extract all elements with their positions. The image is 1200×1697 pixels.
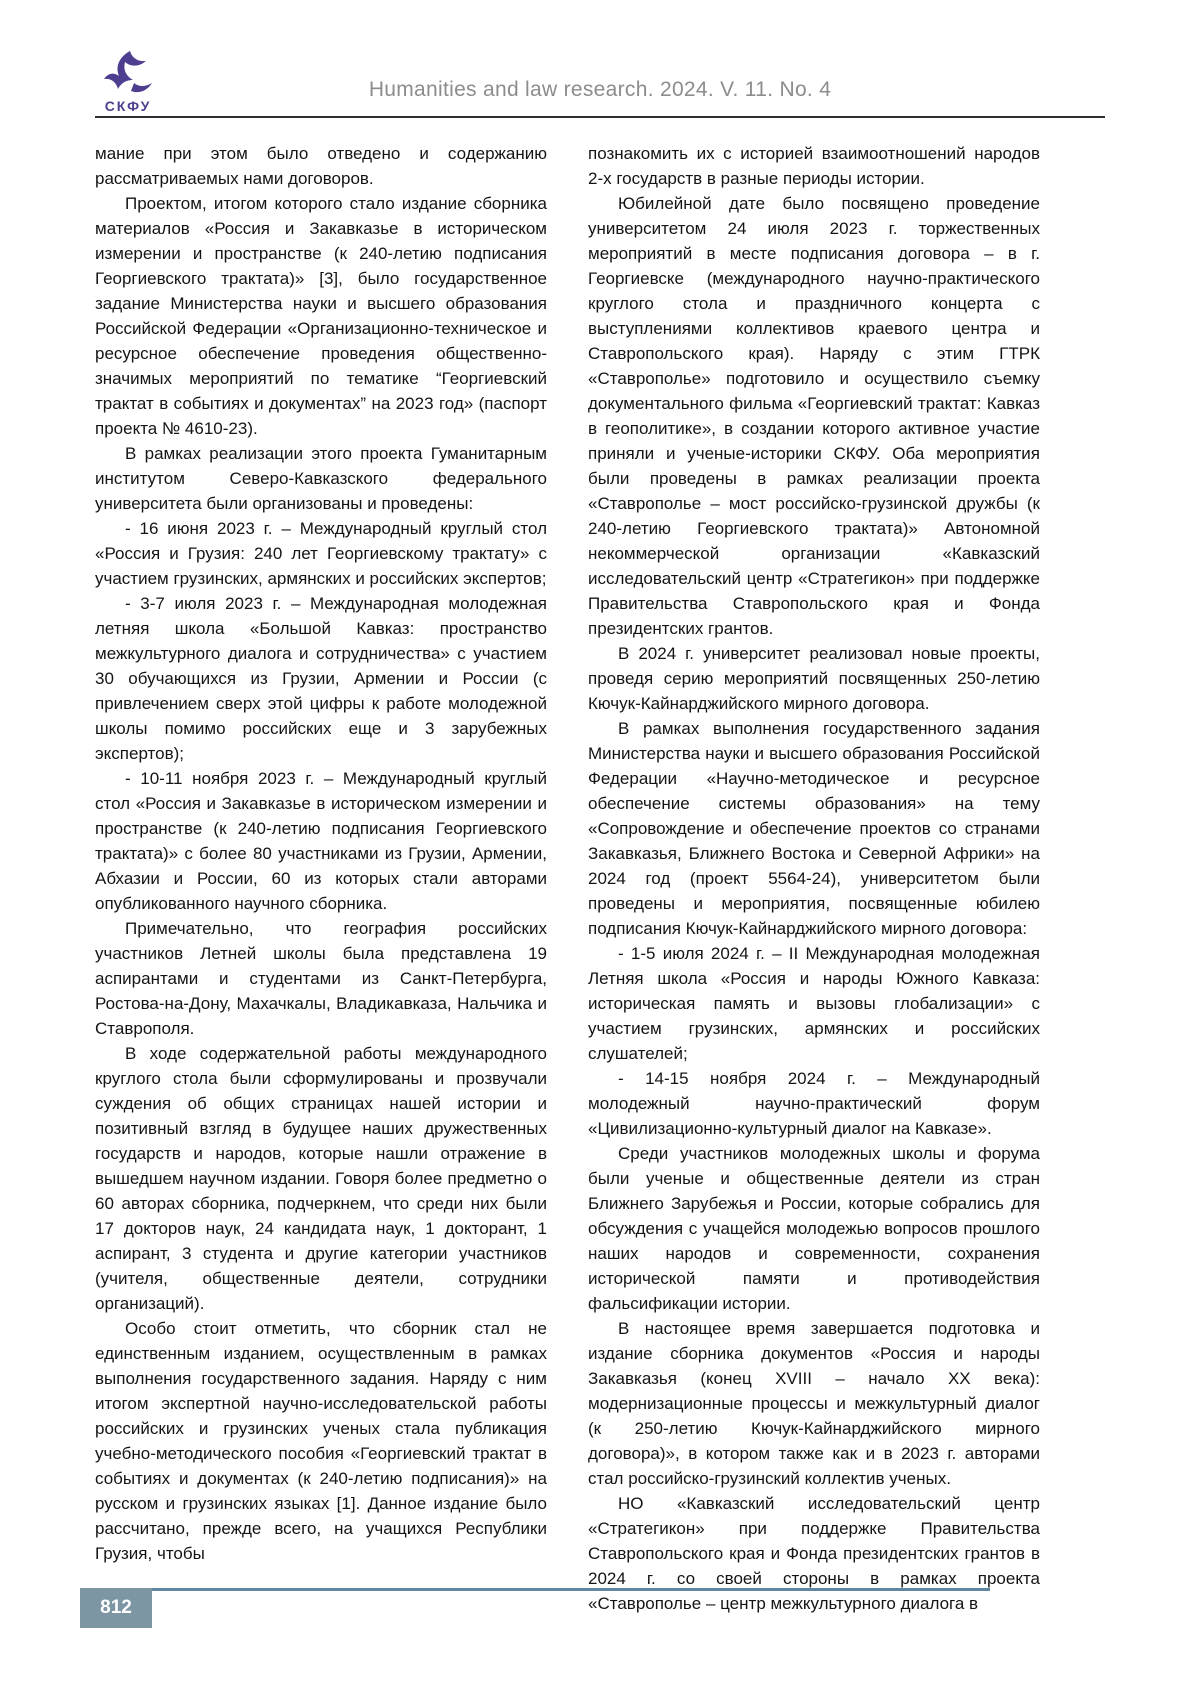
- left-column: [95, 141, 547, 1616]
- list-item-paragraph: - 10-11 ноября 2023 г. – Международный круглый стол «Россия и Закавказье в историческом измерении и пространстве (к 240-летию подписания Георгиевского трактата)» с более 80 участниками из Грузии, Армении, Абхазии и России, 60 из которых стали авторами опубликованного научного сборника.: [95, 769, 547, 913]
- body-paragraph: мание при этом было отведено и содержанию рассматриваемых нами договоров.: [95, 144, 547, 188]
- right-column: [588, 141, 1040, 1616]
- article-body: [95, 141, 1040, 1616]
- list-item-paragraph: - 3-7 июля 2023 г. – Международная молодежная летняя школа «Большой Кавказ: пространство межкультурного диалога и сотрудничества» с участием 30 обучающихся из Грузии, Армении и России (с привлечением сверх этой цифры к работе молодежной школы помимо российских еще и 3 зарубежных экспертов);: [95, 594, 547, 763]
- list-item-paragraph: - 14-15 ноября 2024 г. – Международный молодежный научно-практический форум «Цивилизационно-культурный диалог на Кавказе».: [588, 1069, 1040, 1138]
- page-number: 812: [100, 1597, 132, 1618]
- body-paragraph: В рамках выполнения государственного задания Министерства науки и высшего образования Российской Федерации «Научно-методическое и ресурсное обеспечение системы образования» на тему «Сопровождение и обеспечение проектов со странами Закавказья, Ближнего Востока и Северной Африки» на 2024 год (проект 5564-24), университетом были проведены и мероприятия, посвященные юбилею подписания Кючук-Кайнарджийского мирного договора:: [588, 719, 1040, 938]
- journal-title: Humanities and law research. 2024. V. 11. No. 4: [368, 78, 832, 101]
- body-paragraph: Особо стоит отметить, что сборник стал не единственным изданием, осуществленным в рамках выполнения государственного задания. Наряду с ним итогом экспертной научно-исследовательской работы российских и грузинских ученых стала публикация учебно-методического пособия «Георгиевский трактат в событиях и документах (к 240-летию подписания)» на русском и грузинских языках [1]. Данное издание было рассчитано, прежде всего, на учащихся Республики Грузия, чтобы: [95, 1319, 547, 1563]
- body-paragraph: В 2024 г. университет реализовал новые проекты, проведя серию мероприятий посвященных 250-летию Кючук-Кайнарджийского мирного договора.: [588, 644, 1040, 713]
- body-paragraph: Примечательно, что география российских участников Летней школы была представлена 19 аспирантами и студентами из Санкт-Петербурга, Ростова-на-Дону, Махачкалы, Владикавказа, Нальчика и Ставрополя.: [95, 919, 547, 1038]
- body-paragraph: В ходе содержательной работы международного круглого стола были сформулированы и прозвучали суждения об общих страницах нашей истории и позитивный взгляд в будущее наших дружественных государств и народов, которые нашли отражение в вышедшем научном издании. Говоря более предметно о 60 авторах сборника, подчеркнем, что среди них были 17 докторов наук, 24 кандидата наук, 1 докторант, 1 аспирант, 3 студента и другие категории участников (учителя, общественные деятели, сотрудники организаций).: [95, 1044, 547, 1313]
- body-paragraph: НО «Кавказский исследовательский центр «Стратегикон» при поддержке Правительства Ставропольского края и Фонда президентских грантов в 2024 г. со своей стороны в рамках проекта «Ставрополье – центр межкультурного диалога в: [588, 1494, 1040, 1613]
- logo-text: СКФУ: [104, 98, 152, 114]
- body-paragraph: Среди участников молодежных школы и форума были ученые и общественные деятели из стран Ближнего Зарубежья и России, которые собрались для обсуждения с учащейся молодежью вопросов прошлого наших народов и современности, сохранения исторической памяти и противодействия фальсификации истории.: [588, 1144, 1040, 1313]
- header-divider: [95, 116, 1105, 118]
- body-paragraph: В рамках реализации этого проекта Гуманитарным институтом Северо-Кавказского федерального университета были организованы и проведены:: [95, 444, 547, 513]
- footer-divider: [152, 1588, 990, 1591]
- body-paragraph: В настоящее время завершается подготовка и издание сборника документов «Россия и народы Закавказья (конец XVIII – начало XX века): модернизационные процессы и межкультурный диалог (к 250-летию Кючук-Кайнарджийского мирного договора)», в котором также как и в 2023 г. авторами стал российско-грузинский коллектив ученых.: [588, 1319, 1040, 1488]
- list-item-paragraph: - 1-5 июля 2024 г. – II Международная молодежная Летняя школа «Россия и народы Южного Кавказа: историческая память и вызовы глобализации» с участием грузинских, армянских и российских слушателей;: [588, 944, 1040, 1063]
- list-item-paragraph: - 16 июня 2023 г. – Международный круглый стол «Россия и Грузия: 240 лет Георгиевскому трактату» с участием грузинских, армянских и российских экспертов;: [95, 519, 547, 588]
- page-number-badge: [80, 1588, 152, 1628]
- body-paragraph: Проектом, итогом которого стало издание сборника материалов «Россия и Закавказье в историческом измерении и пространстве (к 240-летию подписания Георгиевского трактата)» [3], было государственное задание Министерства науки и высшего образования Российской Федерации «Организационно-техническое и ресурсное обеспечение проведения общественно-значимых мероприятий по тематике “Георгиевский трактат в событиях и документах” на 2023 год» (паспорт проекта № 4610-23).: [95, 194, 547, 438]
- body-paragraph: познакомить их с историей взаимоотношений народов 2-х государств в разные периоды истории.: [588, 144, 1040, 188]
- body-paragraph: Юбилейной дате было посвящено проведение университетом 24 июля 2023 г. торжественных мероприятий в месте подписания договора – в г. Георгиевске (международного научно-практического круглого стола и праздничного концерта с выступлениями коллективов краевого центра и Ставропольского края). Наряду с этим ГТРК «Ставрополье» подготовило и осуществило съемку документального фильма «Георгиевский трактат: Кавказ в геополитике», в создании которого активное участие приняли и ученые-историки СКФУ. Оба мероприятия были проведены в рамках реализации проекта «Ставрополье – мост российско-грузинской дружбы (к 240-летию Георгиевского трактата)» Автономной некоммерческой организации «Кавказский исследовательский центр «Стратегикон» при поддержке Правительства Ставропольского края и Фонда президентских грантов.: [588, 194, 1040, 638]
